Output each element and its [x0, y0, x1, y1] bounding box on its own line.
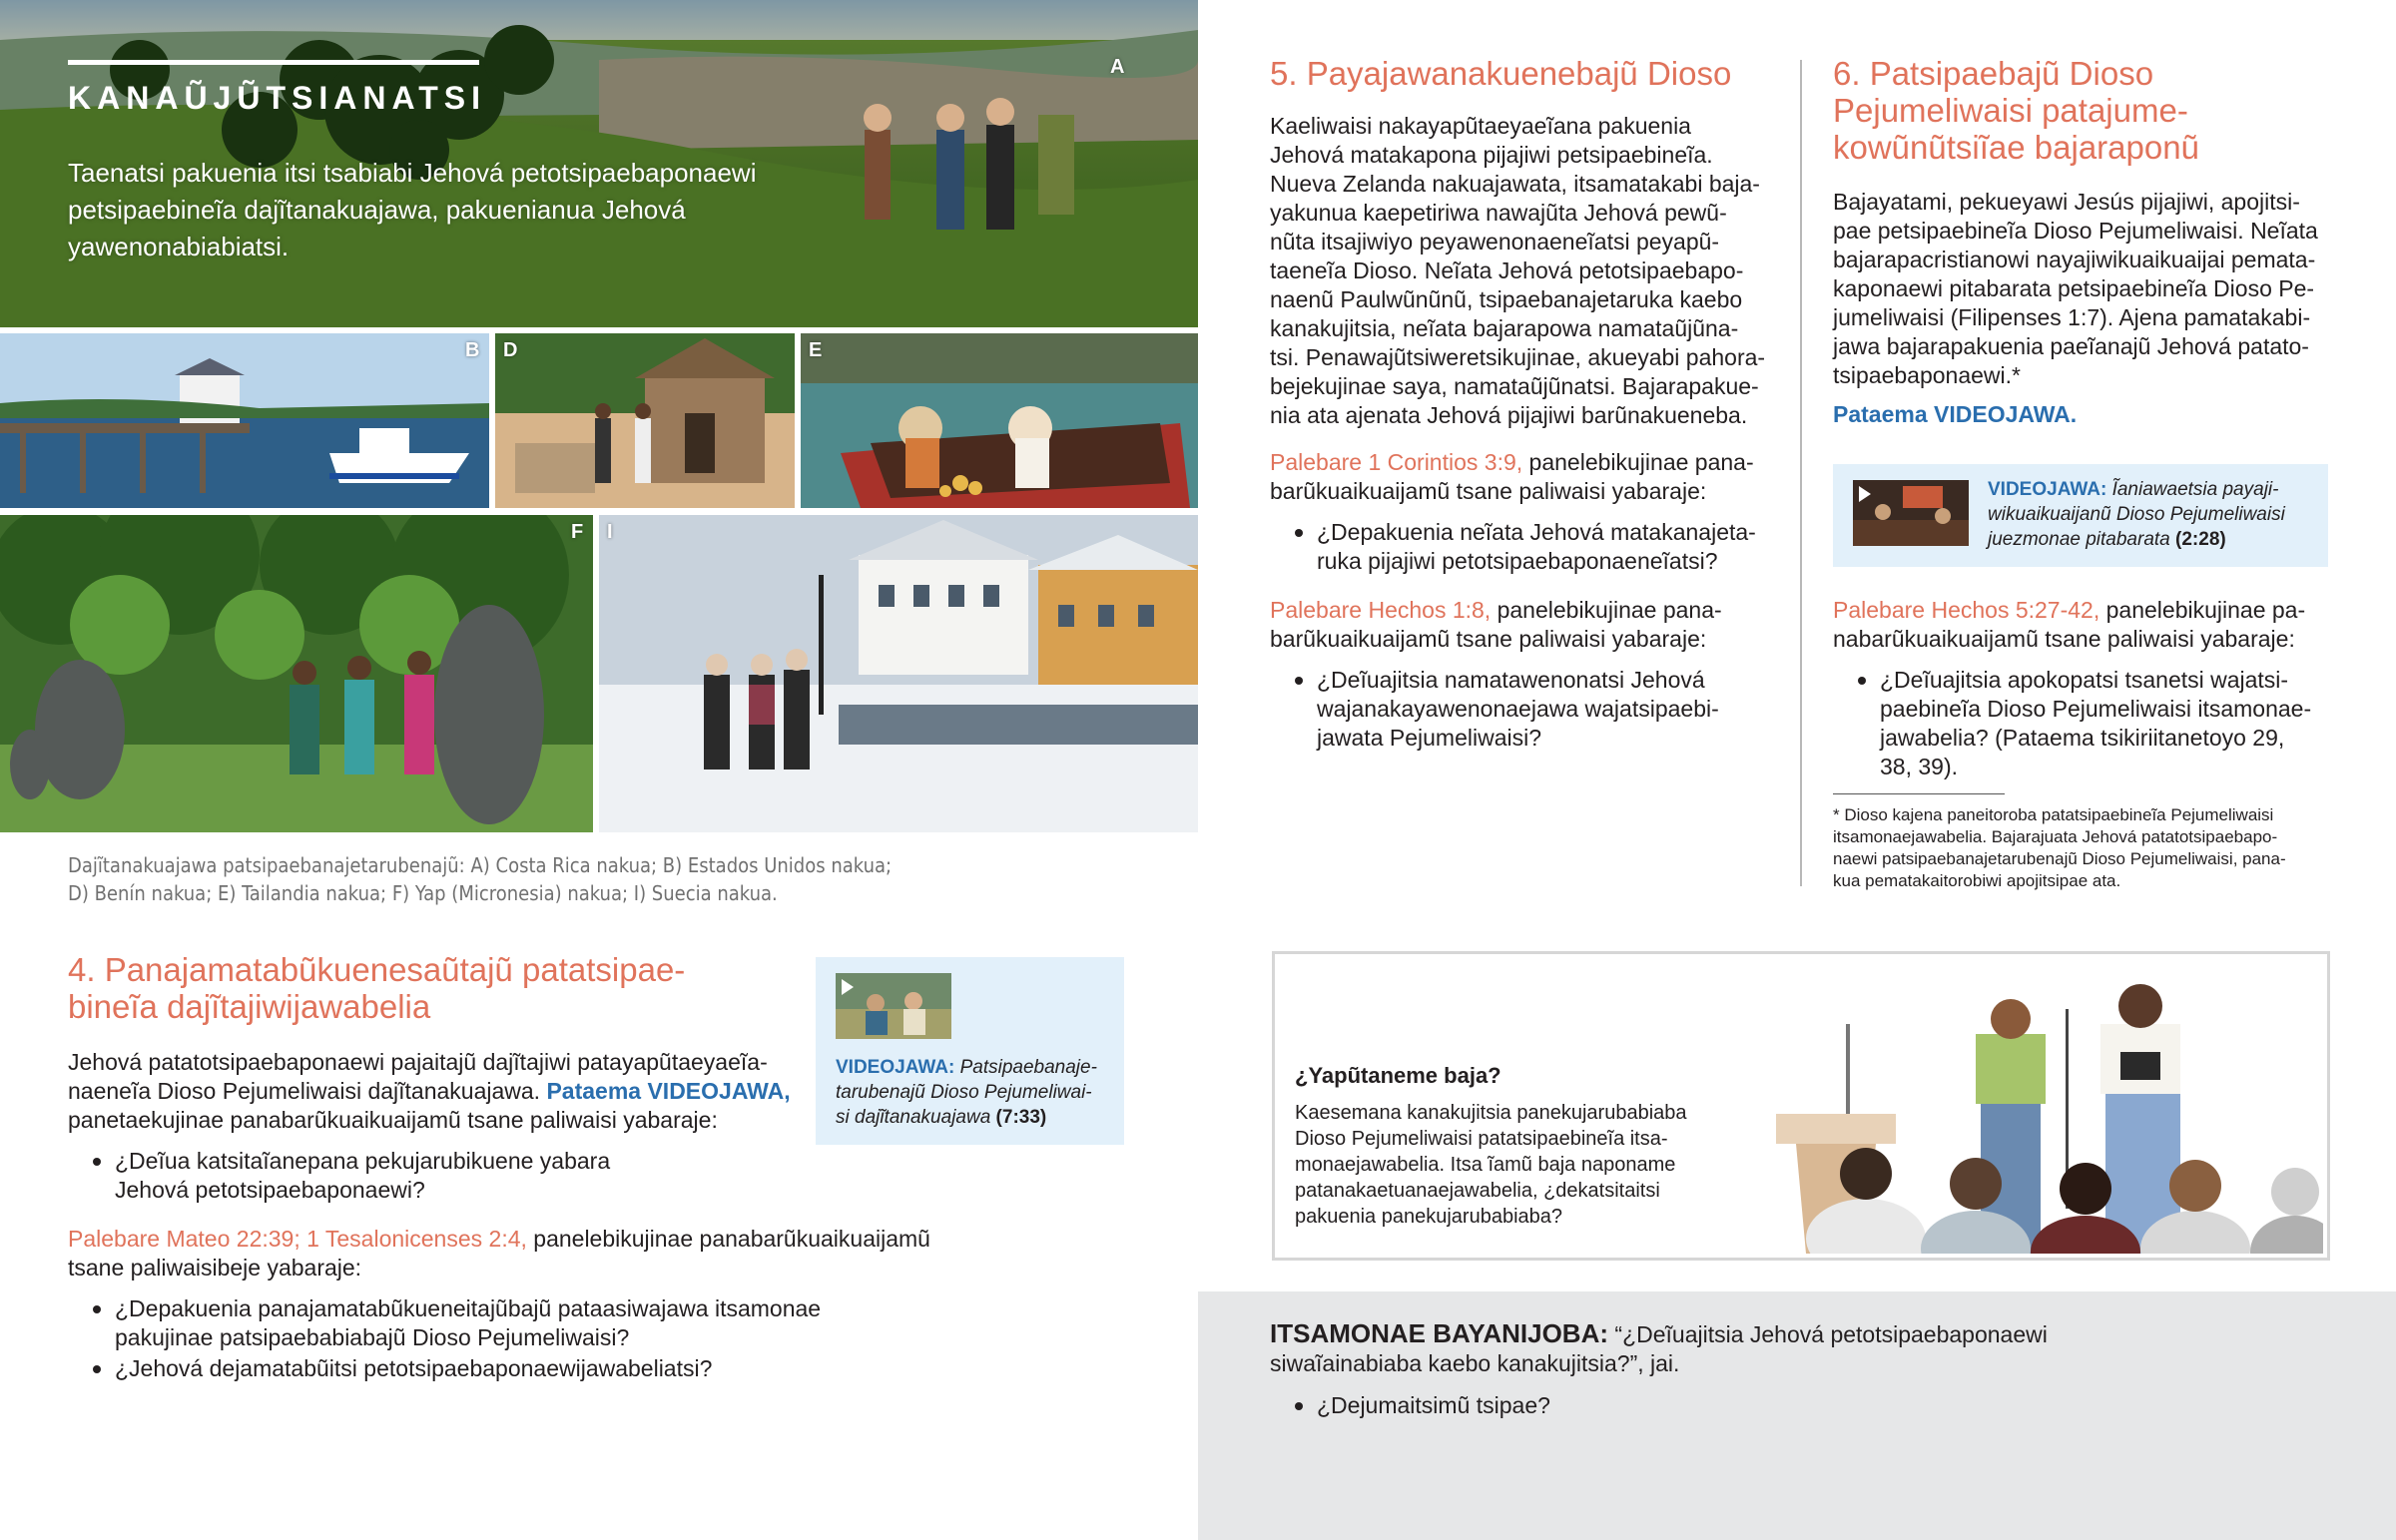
section-6-body: [1833, 188, 2332, 390]
question-item: [1270, 666, 1789, 753]
reflection-line: siwaĩainabiaba kaebo kanakujitsia?”, jai.: [1270, 1350, 1680, 1376]
video-label-line: [836, 1105, 1120, 1130]
reflection-line: [1270, 1319, 2268, 1349]
section-6-heading-line: Pejumeliwaisi patajume-: [1833, 92, 2188, 129]
scripture-ref-link[interactable]: Palebare Mateo 22:39; 1 Tesalonicenses 2:4,: [68, 1226, 527, 1252]
question-line: ¿Deĩuajitsia apokopatsi tsanetsi wajatsi-: [1880, 667, 2289, 693]
video-title-text: juezmonae pitabarata: [1988, 529, 2170, 550]
footnote-rule: [1833, 793, 2005, 794]
section-4-questions-a: [68, 1147, 956, 1205]
section-6-questions: [1833, 666, 2332, 781]
footnote-line: naewi patsipaebanajetarubenajũ Dioso Pejumeliwaisi, pana-: [1833, 849, 2286, 868]
question-line: ¿Depakuenia panajamatabũkueneitajũbajũ pataasiwajawa itsamonae: [115, 1295, 822, 1321]
footnote: [1833, 804, 2332, 892]
section-4-reading: [68, 1225, 966, 1283]
section-4-heading-line: bineĩa dajĩtajiwijawabelia: [68, 988, 431, 1025]
footnote-line: itsamonaejawabelia. Bajarajuata Jehová patatotsipaebapo-: [1833, 827, 2278, 846]
video-thumbnail[interactable]: [1853, 480, 1969, 546]
body-line: jawa bajarapakuenia paeĩanajũ Jehová patato-: [1833, 333, 2309, 359]
section-4-questions-b: [68, 1294, 956, 1383]
video-label-prefix: VIDEOJAWA:: [1988, 479, 2107, 500]
section-6-heading: [1833, 55, 2332, 166]
photo-caption-line: D) Benín nakua; E) Tailandia nakua; F) Yap (Micronesia) nakua; I) Suecia nakua.: [68, 881, 778, 905]
body-line: yakunua kaepetiriwa nawajũta Jehová pewũ-: [1270, 200, 1727, 226]
question-line: ¿Dejumaitsimũ tsipae?: [1317, 1392, 1550, 1418]
section-4-heading-line: 4. Panajamatabũkuenesaũtajũ patatsipae-: [68, 951, 686, 988]
scripture-ref-link[interactable]: Palebare Hechos 5:27-42,: [1833, 597, 2100, 623]
video-duration: (2:28): [2175, 529, 2226, 550]
hero-photo-costa-rica: [0, 0, 1198, 327]
column-divider: [1800, 60, 1802, 886]
section-5: [1270, 55, 1789, 753]
body-line: Bajayatami, pekueyawi Jesús pijajiwi, apojitsi-: [1833, 189, 2300, 215]
body-line: naenũ Paulwũnũnũ, tsipaebanajetaruka kaebo: [1270, 286, 1743, 312]
section-5-reading-1: [1270, 448, 1789, 506]
photo-letter-i: I: [607, 521, 613, 543]
section-5-reading-2: [1270, 596, 1789, 654]
hero-title: KANAŨJŨTSIANATSI: [68, 80, 486, 116]
video-box-section-6[interactable]: [1833, 464, 2328, 567]
question-line: ruka pijajiwi petotsipaebaponaeneĩatsi?: [1317, 548, 1718, 574]
body-line: taeneĩa Dioso. Neĩata Jehová petotsipaebapo-: [1270, 257, 1744, 283]
video-label-line: [836, 1055, 1120, 1080]
header-rule: [68, 60, 479, 65]
body-line: kaponaewi pitabarata petsipaebineĩa Dioso Pe-: [1833, 275, 2315, 301]
section-5-questions-b: [1270, 666, 1789, 753]
section-5-body: [1270, 112, 1789, 430]
body-line: Kaeliwaisi nakayapũtaeyaeĩana pakuenia: [1270, 113, 1691, 139]
photo-united-states: [0, 333, 489, 508]
body-line: tsi. Penawajũtsiweretsikujinae, akueyabi pahora-: [1270, 344, 1766, 370]
review-line: monaejawabelia. Itsa ĩamũ baja naponame: [1295, 1154, 1676, 1176]
question-line: Jehová petotsipaebaponaewi?: [115, 1177, 425, 1203]
watch-video-link[interactable]: Pataema VIDEOJAWA,: [546, 1078, 791, 1104]
reading-line: barũkuaikuaijamũ tsane paliwaisi yabaraje:: [1270, 478, 1707, 504]
intro-text: naeneĩa Dioso Pejumeliwaisi dajĩtanakuajawa.: [68, 1078, 541, 1104]
question-line: ¿Deĩua katsitaĩanepana pekujarubikuene yabara: [115, 1148, 611, 1174]
photo-sweden: [599, 515, 1198, 832]
review-line: pakuenia panekujarubabiaba?: [1295, 1206, 1563, 1228]
question-line: jawata Pejumeliwaisi?: [1317, 725, 1541, 751]
scripture-ref-link[interactable]: Palebare Hechos 1:8,: [1270, 597, 1492, 623]
question-item: [1270, 518, 1789, 576]
reading-text: panelebikujinae panabarũkuaikuaijamũ: [526, 1226, 930, 1252]
section-5-questions-a: [1270, 518, 1789, 576]
reading-line: barũkuaikuaijamũ tsane paliwaisi yabaraje:: [1270, 626, 1707, 652]
photo-letter-f: F: [571, 521, 584, 543]
reflection-question: [1270, 1319, 2268, 1378]
section-6-reading-block: [1833, 596, 2332, 781]
question-line: pakujinae patsipaebabiabajũ Dioso Pejumeliwaisi?: [115, 1324, 630, 1350]
reading-text: panelebikujinae pana-: [1491, 597, 1722, 623]
question-line: paebineĩa Dioso Pejumeliwaisi itsamonae-: [1880, 696, 2312, 722]
photo-letter-a: A: [1110, 56, 1125, 78]
reading-line: [1833, 596, 2332, 625]
section-6: [1833, 55, 2332, 429]
reading-line: tsane paliwaisibeje yabaraje:: [68, 1255, 362, 1281]
photo-letter-e: E: [809, 339, 823, 361]
section-5-heading: 5. Payajawanakuenebajũ Dioso: [1270, 55, 1732, 92]
review-line: patanakaetuanaejawabelia, ¿dekatsitaitsi: [1295, 1180, 1660, 1202]
reading-text: panelebikujinae pa-: [2099, 597, 2306, 623]
body-line: kanakujitsia, neĩata bajarapowa namataũjũna-: [1270, 315, 1739, 341]
photo-thailand: [801, 333, 1198, 508]
question-line: jawabelia? (Pataema tsikiriitanetoyo 29,: [1880, 725, 2285, 751]
section-6-heading-line: kowũnũtsiĩae bajaraponũ: [1833, 129, 2199, 166]
footnote-line: * Dioso kajena paneitoroba patatsipaebineĩa Pejumeliwaisi: [1833, 805, 2274, 824]
body-line: jumeliwaisi (Filipenses 1:7). Ajena pamatakabi-: [1833, 304, 2311, 330]
body-line: nia ata ajenata Jehová pijajiwi barũnakueneba.: [1270, 402, 1748, 428]
play-icon[interactable]: [842, 979, 854, 995]
reading-line: nabarũkuaikuaijamũ tsane paliwaisi yabaraje:: [1833, 626, 2295, 652]
question-line: wajanakayawenonaejawa wajatsipaebi-: [1317, 696, 1719, 722]
video-title-text: Ĩaniawaetsia payaji-: [2106, 479, 2279, 500]
reflection-label: ITSAMONAE BAYANIJOBA:: [1270, 1318, 1609, 1348]
reading-line: [1270, 596, 1789, 625]
video-title-line: tarubenajũ Dioso Pejumeliwai-: [836, 1082, 1092, 1103]
scripture-ref-link[interactable]: Palebare 1 Corintios 3:9,: [1270, 449, 1523, 475]
section-6-heading-line: 6. Patsipaebajũ Dioso: [1833, 55, 2154, 92]
review-box: [1272, 951, 2330, 1261]
question-item: [1833, 666, 2332, 781]
reading-line: [68, 1225, 966, 1254]
photo-letter-d: D: [503, 339, 518, 361]
review-body: [1295, 1100, 1754, 1230]
review-illustration: [1776, 964, 2323, 1254]
intro-line: Jehová patatotsipaebaponaewi pajaitajũ dajĩtajiwi patayapũtaeyaeĩa-: [68, 1049, 768, 1075]
footnote-line: kua pematakaitorobiwi apojitsipae ata.: [1833, 871, 2121, 890]
reflection-text: “¿Deĩuajitsia Jehová petotsipaebaponaewi: [1608, 1321, 2048, 1347]
photo-yap-micronesia: [0, 515, 593, 832]
reflection-questions: [1270, 1391, 2168, 1420]
section-6-reading: [1833, 596, 2332, 654]
body-line: tsipaebaponaewi.*: [1833, 362, 2021, 388]
review-line: Dioso Pejumeliwaisi patatsipaebineĩa itsa-: [1295, 1128, 1668, 1150]
video-box-section-4[interactable]: [816, 957, 1124, 1145]
question-item: [68, 1354, 956, 1383]
question-line: 38, 39).: [1880, 754, 1958, 779]
video-label: [836, 1055, 1120, 1130]
body-line: Nueva Zelanda nakuajawata, itsamatakabi baja-: [1270, 171, 1760, 197]
body-line: bajarapacristianowi nayajiwikuaikuaijai pemata-: [1833, 247, 2316, 272]
question-item: [1270, 1391, 2168, 1420]
photo-letter-b: B: [465, 339, 480, 361]
play-icon[interactable]: [1859, 486, 1871, 502]
video-label: [1988, 477, 2327, 552]
video-title-text: si dajĩtanakuajawa: [836, 1107, 991, 1128]
review-box-text: [1295, 1062, 1754, 1230]
video-title-line: wikuaikuaijanũ Dioso Pejumeliwaisi: [1988, 504, 2285, 525]
intro-line: panetaekujinae panabarũkuaikuaijamũ tsane paliwaisi yabaraje:: [68, 1107, 718, 1133]
photo-caption: [68, 851, 1166, 907]
video-label-line: [1988, 527, 2327, 552]
video-label-line: [1988, 477, 2327, 502]
question-line: ¿Jehová dejamatabũitsi petotsipaebaponaewijawabeliatsi?: [115, 1355, 713, 1381]
question-line: ¿Depakuenia neĩata Jehová matakanajeta-: [1317, 519, 1756, 545]
body-line: pae petsipaebineĩa Dioso Pejumeliwaisi. Neĩata: [1833, 218, 2318, 244]
photo-caption-line: Dajĩtanakuajawa patsipaebanajetarubenajũ: A) Costa Rica nakua; B) Estados Unidos nakua;: [68, 853, 893, 877]
body-line: Jehová matakapona pijajiwi petsipaebineĩa.: [1270, 142, 1713, 168]
question-item: [68, 1294, 956, 1352]
question-item: [68, 1147, 956, 1205]
hero-description: Taenatsi pakuenia itsi tsabiabi Jehová petotsipaebaponaewi petsipaebineĩa dajĩtanakuajawa, pakuenianua Jehová yawenonabiabiatsi.: [68, 158, 757, 261]
reading-text: panelebikujinae pana-: [1522, 449, 1754, 475]
body-line: bejekujinae saya, namataũjũnatsi. Bajarapakue-: [1270, 373, 1759, 399]
review-line: Kaesemana kanakujitsia panekujarubabiaba: [1295, 1102, 1687, 1124]
video-title-text: Patsipaebanaje-: [954, 1057, 1097, 1078]
video-label-prefix: VIDEOJAWA:: [836, 1057, 955, 1078]
photo-benin: [495, 333, 795, 508]
video-thumbnail[interactable]: [836, 973, 951, 1039]
reading-line: [1270, 448, 1789, 477]
body-line: nũta itsajiwiyo peyawenonaeneĩatsi peyapũ-: [1270, 229, 1720, 255]
watch-video-link[interactable]: Pataema VIDEOJAWA.: [1833, 401, 2078, 427]
reflection-panel: [1198, 1291, 2396, 1540]
video-duration: (7:33): [995, 1107, 1047, 1128]
review-title: ¿Yapũtaneme baja?: [1295, 1063, 1501, 1088]
question-line: ¿Deĩuajitsia namatawenonatsi Jehová: [1317, 667, 1705, 693]
